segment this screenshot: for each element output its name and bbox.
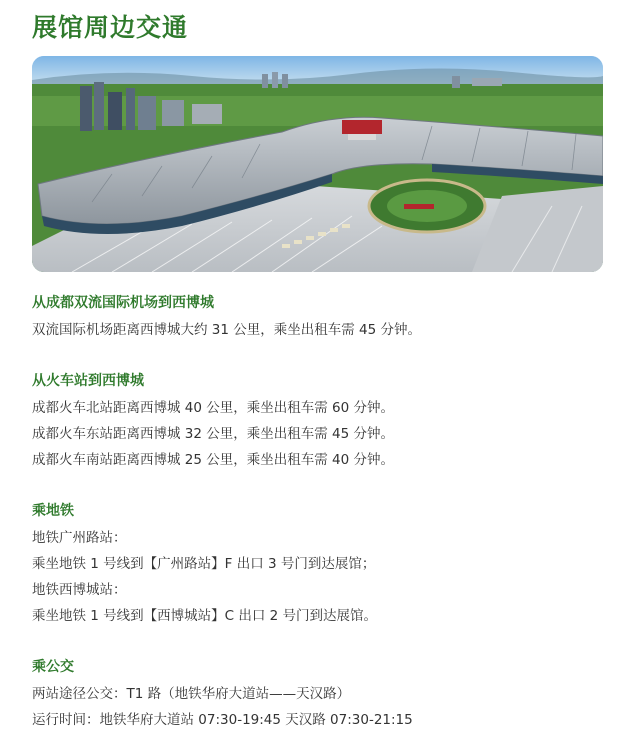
train-south-line: 成都火车南站距离西博城 25 公里，乘坐出租车需 40 分钟。 bbox=[32, 452, 395, 468]
section-heading-metro: 乘地铁 bbox=[32, 503, 74, 519]
metro-station-2-directions: 乘坐地铁 1 号线到【西博城站】C 出口 2 号门到达展馆。 bbox=[32, 608, 378, 624]
metro-station-1-directions: 乘坐地铁 1 号线到【广州路站】F 出口 3 号门到达展馆； bbox=[32, 556, 376, 572]
section-heading-airport: 从成都双流国际机场到西博城 bbox=[32, 295, 214, 311]
bus-hours-line: 运行时间：地铁华府大道站 07:30-19:45 天汉路 07:30-21:15 bbox=[32, 712, 413, 728]
metro-station-1-label: 地铁广州路站： bbox=[32, 530, 127, 546]
train-north-line: 成都火车北站距离西博城 40 公里，乘坐出租车需 60 分钟。 bbox=[32, 400, 395, 416]
exhibition-center-aerial-photo bbox=[32, 56, 603, 272]
section-heading-bus: 乘公交 bbox=[32, 659, 74, 675]
page-title: 展馆周边交通 bbox=[32, 13, 189, 42]
metro-station-2-label: 地铁西博城站： bbox=[32, 582, 127, 598]
airport-info-line: 双流国际机场距离西博城大约 31 公里，乘坐出租车需 45 分钟。 bbox=[32, 322, 422, 338]
bus-route-line: 两站途径公交：T1 路（地铁华府大道站——天汉路） bbox=[32, 686, 351, 702]
section-heading-train: 从火车站到西博城 bbox=[32, 373, 144, 389]
train-east-line: 成都火车东站距离西博城 32 公里，乘坐出租车需 45 分钟。 bbox=[32, 426, 395, 442]
